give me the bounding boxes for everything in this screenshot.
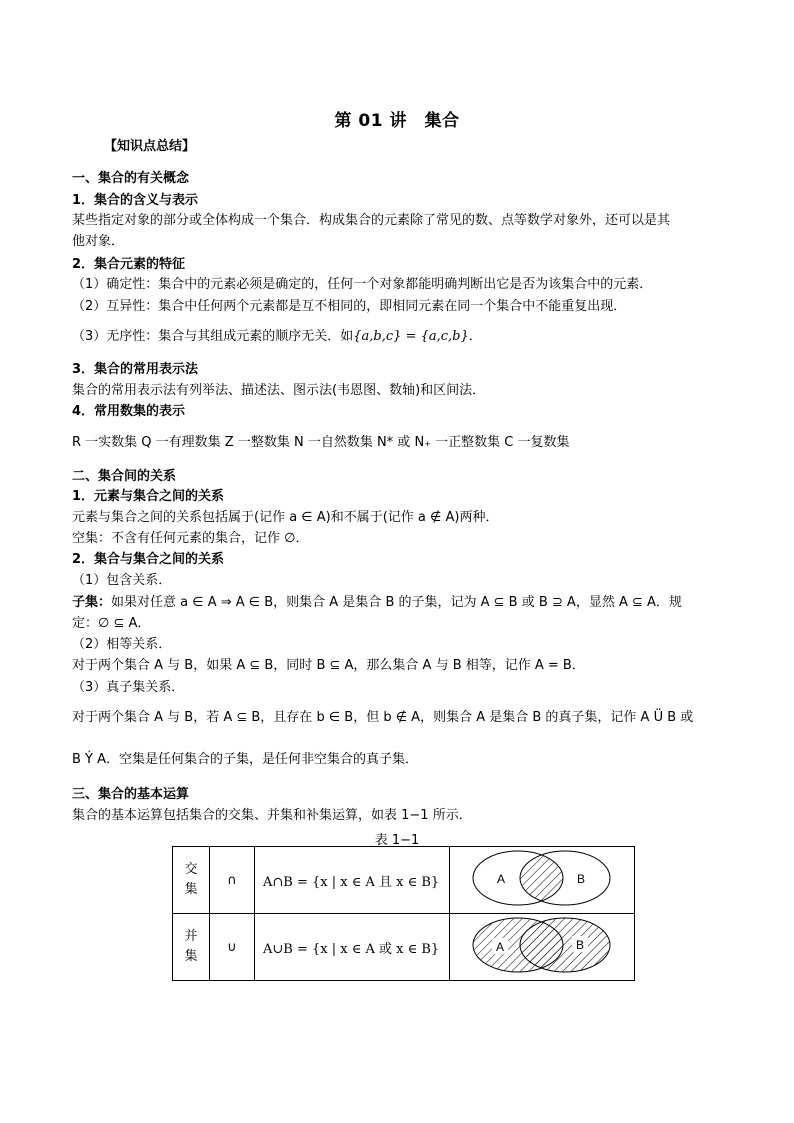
s1-sub2-p3-text: （3）无序性：集合与其组成元素的顺序无关．如 <box>72 329 354 344</box>
intersection-venn-diagram <box>450 847 634 909</box>
row-name-intersection <box>173 847 210 914</box>
venn-label-b: B <box>577 872 586 886</box>
s1-sub2-heading: 2．集合元素的特征 <box>72 257 186 272</box>
s1-sub4-heading: 4．常用数集的表示 <box>72 404 186 419</box>
s1-sub4-line: R 一实数集 Q 一有理数集 Z 一整数集 N 一自然数集 N* 或 N₊ 一正整数集 C 一复数集 <box>72 435 570 450</box>
s1-sub2-p3 <box>72 328 482 346</box>
s2-sub2-p2: （2）相等关系． <box>72 637 172 652</box>
union-venn-diagram <box>450 914 634 976</box>
s1-sub2-p3-math: {a,b,c} = {a,c,b} <box>353 329 469 344</box>
row-name-union <box>173 914 210 981</box>
row-name-bottom: 集 <box>184 949 198 964</box>
venn-label-a: A <box>496 940 505 954</box>
summary-heading: 【知识点总结】 <box>104 139 196 154</box>
s1-sub2-p2: （2）互异性：集合中任何两个元素都是互不相同的，即相同元素在同一个集合中不能重复出现． <box>72 299 627 314</box>
s2-sub2-heading: 2．集合与集合之间的关系 <box>72 552 225 567</box>
union-venn-cell <box>450 914 635 981</box>
subset-label: 子集： <box>72 595 112 610</box>
intersection-venn-cell <box>450 847 635 914</box>
s2-proper-line1: 对于两个集合 A 与 B，若 A ⊆ B，且存在 b ∈ B，但 b ∉ A，则集合 A 是集合 B 的真子集，记作 A Ü B 或 <box>72 710 694 725</box>
table-caption: 表 1−1 <box>374 833 420 848</box>
subset-line1-text: 如果对任意 a ∈ A ⇒ A ∈ B，则集合 A 是集合 B 的子集，记为 A ⊆ B 或 B ⊇ A，显然 A ⊆ A．规 <box>111 595 682 610</box>
s2-equal-line: 对于两个集合 A 与 B，如果 A ⊆ B，同时 B ⊆ A，那么集合 A 与 B 相等，记作 A = B． <box>72 658 585 673</box>
s2-sub1-line1: 元素与集合之间的关系包括属于(记作 a ∈ A)和不属于(记作 a ∉ A)两种． <box>72 510 499 525</box>
s1-sub3-heading: 3．集合的常用表示法 <box>72 362 199 377</box>
s2-sub2-p1: （1）包含关系． <box>72 573 172 588</box>
table-row <box>173 847 635 914</box>
s1-sub1-heading: 1．集合的含义与表示 <box>72 193 199 208</box>
s1-sub2-p1: （1）确定性：集合中的元素必须是确定的，任何一个对象都能明确判断出它是否为该集合中的元素． <box>72 277 653 292</box>
s3-line: 集合的基本运算包括集合的交集、并集和补集运算，如表 1−1 所示． <box>72 808 472 823</box>
intersection-symbol: ∩ <box>210 847 255 914</box>
s2-sub1-line2: 空集：不含有任何元素的集合，记作 ∅． <box>72 531 309 546</box>
row-name-top: 并 <box>184 929 198 944</box>
s1-sub1-line2: 他对象． <box>72 234 125 249</box>
s2-proper-line2: B Ý A．空集是任何集合的子集，是任何非空集合的真子集． <box>72 752 419 767</box>
section3-heading: 三、集合的基本运算 <box>72 787 190 802</box>
section1-heading: 一、集合的有关概念 <box>72 171 190 186</box>
s2-sub1-heading: 1．元素与集合之间的关系 <box>72 489 225 504</box>
section2-heading: 二、集合间的关系 <box>72 469 177 484</box>
s1-sub3-line: 集合的常用表示法有列举法、描述法、图示法(韦恩图、数轴)和区间法． <box>72 383 486 398</box>
page-title: 第 01 讲 集合 <box>334 111 460 131</box>
s2-subset-line2: 定：∅ ⊆ A． <box>72 616 151 631</box>
table-row <box>173 914 635 981</box>
intersection-definition: A∩B = {x | x ∈ A 且 x ∈ B} <box>255 847 450 914</box>
venn-label-b: B <box>576 938 585 952</box>
set-operations-table <box>172 846 635 981</box>
union-symbol: ∪ <box>210 914 255 981</box>
s1-sub2-p3-end: ． <box>468 329 482 344</box>
row-name-top: 交 <box>184 862 198 877</box>
row-name-bottom: 集 <box>184 882 198 897</box>
s2-sub2-p3: （3）真子集关系． <box>72 680 185 695</box>
s1-sub1-line1: 某些指定对象的部分或全体构成一个集合．构成集合的元素除了常见的数、点等数学对象外，还可以是其 <box>72 213 671 228</box>
s2-subset-line1 <box>72 594 682 612</box>
venn-label-a: A <box>497 872 506 886</box>
union-definition: A∪B = {x | x ∈ A 或 x ∈ B} <box>255 914 450 981</box>
